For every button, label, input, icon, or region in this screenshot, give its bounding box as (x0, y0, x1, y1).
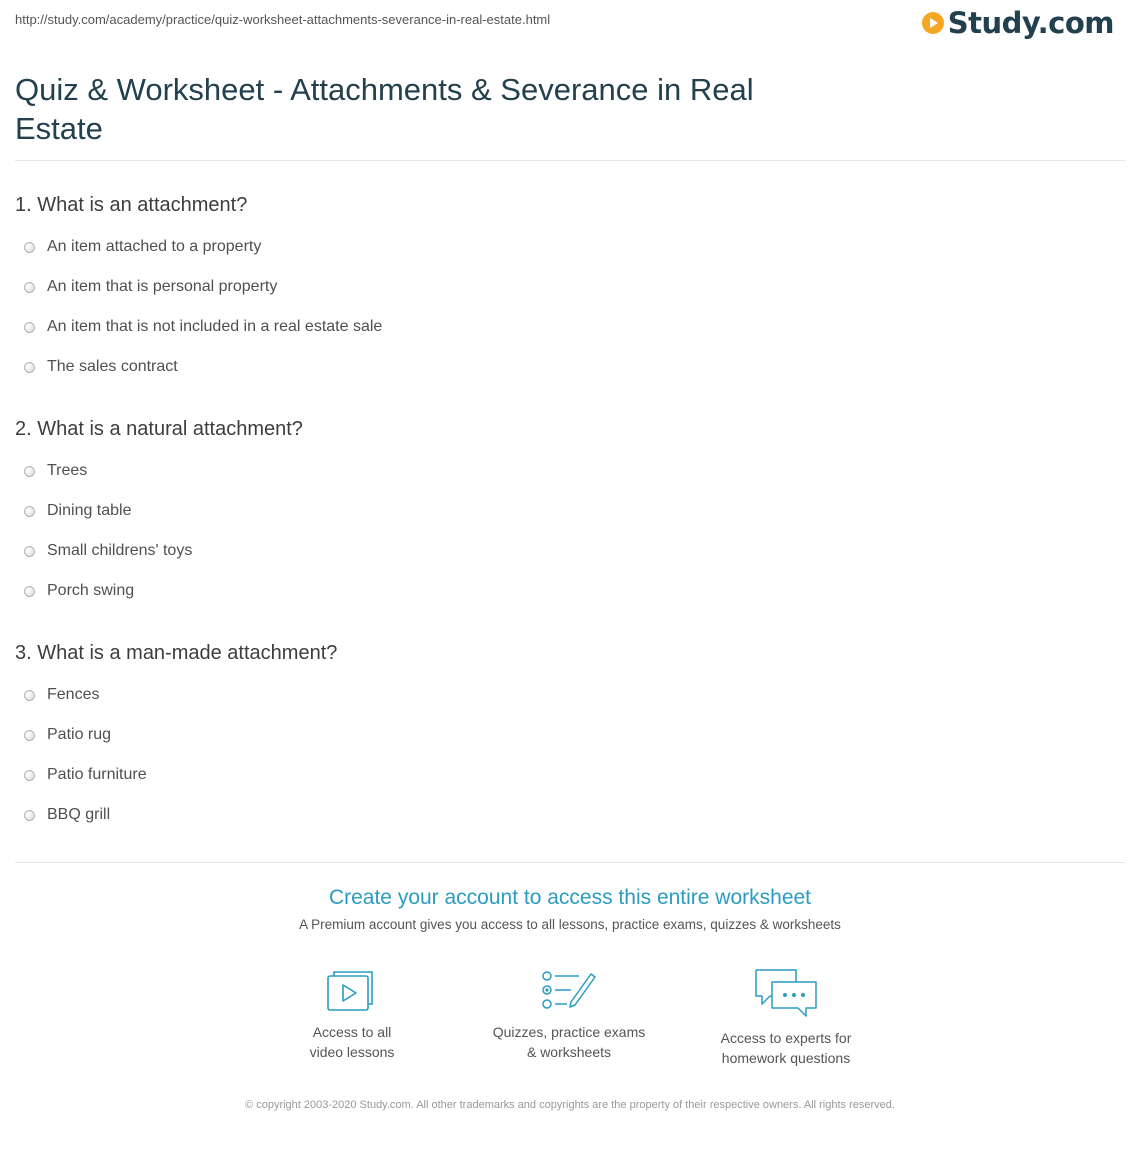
option-label: Porch swing (47, 582, 135, 599)
feature-label-line-1: Access to experts for (720, 1030, 852, 1046)
radio-button[interactable] (24, 282, 35, 293)
option-label: Patio furniture (47, 766, 147, 783)
question-3-option-1[interactable] (24, 686, 99, 704)
option-label: An item that is personal property (47, 278, 278, 295)
radio-button[interactable] (24, 730, 35, 741)
title-divider (15, 160, 1125, 161)
radio-button[interactable] (24, 322, 35, 333)
question-3: 3. What is a man-made attachment? (15, 642, 338, 664)
question-2-option-3[interactable] (24, 542, 192, 560)
radio-button[interactable] (24, 690, 35, 701)
question-2-option-1[interactable] (24, 462, 87, 480)
question-2-option-2[interactable] (24, 502, 132, 520)
feature-label-line-2: & worksheets (526, 1044, 612, 1060)
radio-button[interactable] (24, 466, 35, 477)
question-1-option-3[interactable] (24, 318, 382, 336)
option-label: Fences (47, 686, 100, 703)
question-1: 1. What is an attachment? (15, 194, 248, 216)
option-label: Patio rug (47, 726, 112, 743)
radio-button[interactable] (24, 546, 35, 557)
quiz-checklist-icon (541, 968, 597, 1012)
cta-subtitle: A Premium account gives you access to all lessons, practice exams, quizzes & worksheets (299, 917, 841, 932)
question-1-option-1[interactable] (24, 238, 261, 256)
feature-experts (696, 968, 876, 1068)
question-2-option-4[interactable] (24, 582, 134, 600)
play-circle-icon (922, 12, 944, 34)
feature-video-lessons (262, 968, 442, 1062)
feature-quizzes (479, 968, 659, 1062)
video-lessons-icon (326, 968, 378, 1012)
chat-bubbles-icon (754, 968, 818, 1018)
radio-button[interactable] (24, 242, 35, 253)
page-title: Quiz & Worksheet - Attachments & Severance in Real Estate (15, 72, 754, 146)
option-label: Small childrens' toys (47, 542, 193, 559)
radio-button[interactable] (24, 506, 35, 517)
option-label: Dining table (47, 502, 132, 519)
question-3-option-4[interactable] (24, 806, 110, 824)
study-logo[interactable] (922, 6, 1114, 40)
radio-button[interactable] (24, 810, 35, 821)
radio-button[interactable] (24, 586, 35, 597)
option-label: An item attached to a property (47, 238, 262, 255)
radio-button[interactable] (24, 362, 35, 373)
question-3-option-2[interactable] (24, 726, 111, 744)
copyright-text: © copyright 2003-2020 Study.com. All other trademarks and copyrights are the property of their respective owners. All rights reserved. (245, 1099, 895, 1111)
option-label: BBQ grill (47, 806, 111, 823)
page-url: http://study.com/academy/practice/quiz-worksheet-attachments-severance-in-real-estate.html (15, 12, 551, 27)
logo-text: Study.com (947, 6, 1114, 40)
question-1-option-2[interactable] (24, 278, 277, 296)
feature-label-line-1: Access to all (312, 1024, 392, 1040)
question-1-option-4[interactable] (24, 358, 178, 376)
question-2: 2. What is a natural attachment? (15, 418, 303, 440)
create-account-link[interactable]: Create your account to access this entire worksheet (328, 886, 812, 909)
option-label: Trees (47, 462, 88, 479)
cta-divider (15, 862, 1125, 863)
option-label: The sales contract (47, 358, 178, 375)
question-3-option-3[interactable] (24, 766, 147, 784)
feature-label-line-2: video lessons (309, 1044, 395, 1060)
feature-label-line-2: homework questions (721, 1050, 851, 1066)
option-label: An item that is not included in a real estate sale (47, 318, 383, 335)
feature-label-line-1: Quizzes, practice exams (492, 1024, 646, 1040)
radio-button[interactable] (24, 770, 35, 781)
